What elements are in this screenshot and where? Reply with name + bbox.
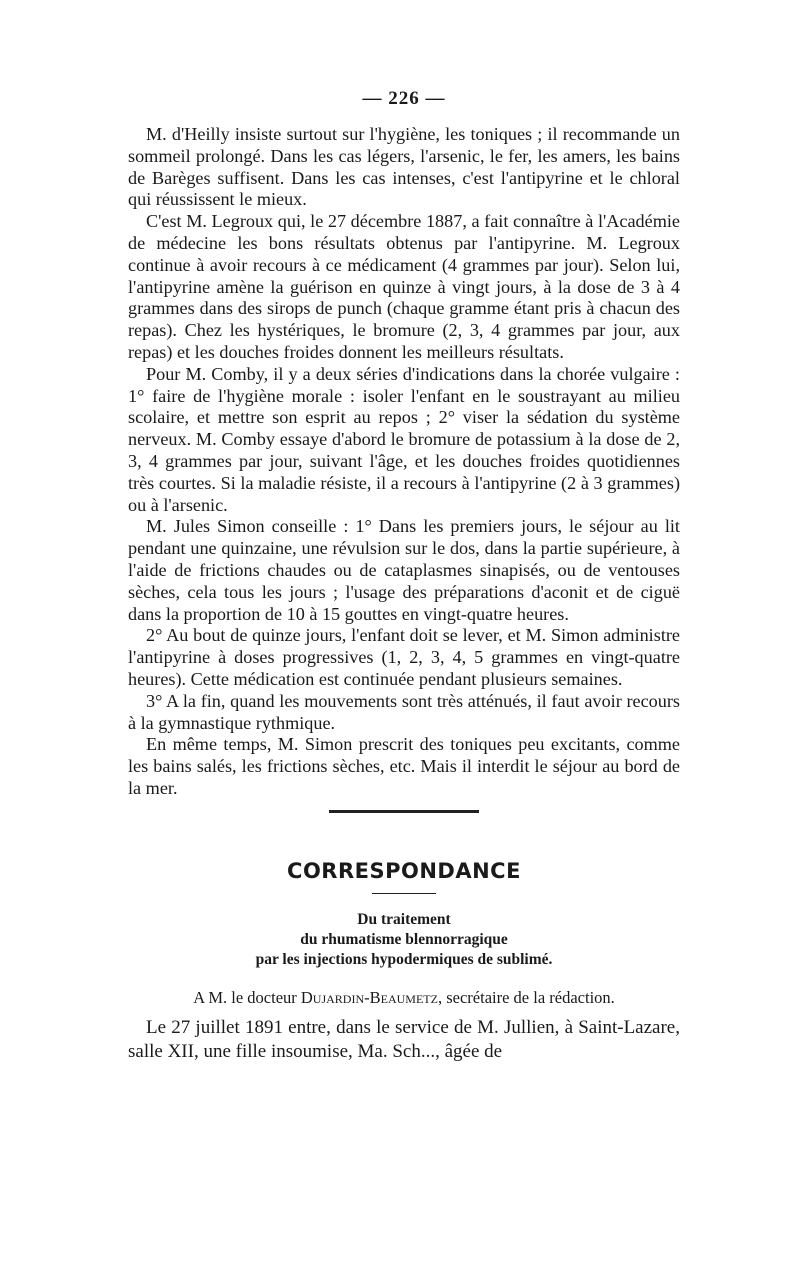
dedication-suffix: , secrétaire de la rédaction. (437, 987, 615, 1007)
paragraph-comby: Pour M. Comby, il y a deux séries d'indications dans la chorée vulgaire : 1° faire de l'hygiène morale : isoler l'enfant en le soustrayant au milieu scolaire, et mettre son esprit au repos ; 2° viser la sédation du système nerveux. M. Comby essaye d'abord le bromure de potassium à la dose de 2, 3, 4 grammes par jour, suivant l'âge, et les douches froides quotidiennes très courtes. Si la maladie résiste, il a recours à l'antipyrine (2 à 3 grammes) ou à l'arsenic. (128, 363, 680, 515)
paragraph-heilly: M. d'Heilly insiste surtout sur l'hygiène, les toniques ; il recommande un sommeil prolongé. Dans les cas légers, l'arsenic, le fer, les amers, les bains de Barèges suffisent. Dans les cas intenses, c'est l'antipyrine et le chloral qui réussissent le mieux. (128, 124, 680, 210)
paragraph-legroux: C'est M. Legroux qui, le 27 décembre 1887, a fait connaître à l'Académie de médecine les bons résultats obtenus par l'antipyrine. M. Legroux continue à avoir recours à ce médicament (4 grammes par jour). Selon lui, l'antipyrine amène la guérison en quinze à vingt jours, à la dose de 3 à 4 grammes dans des sirops de punch (chaque gramme étant pris à chacun des repas). Chez les hystériques, le bromure (2, 3, 4 grammes par jour, aux repas) et les douches froides donnent les meilleurs résultats. (128, 211, 680, 362)
letter-body: Le 27 juillet 1891 entre, dans le service de M. Jullien, à Saint-Lazare, salle XII, une fille insoumise, Ma. Sch..., âgée de (128, 1016, 680, 1062)
dedication-prefix: A M. le docteur (193, 987, 301, 1007)
paragraph-simon-2: 2° Au bout de quinze jours, l'enfant doit se lever, et M. Simon administre l'antipyrine à doses progressives (1, 2, 3, 4, 5 grammes en vingt-quatre heures). Cette médication est continuée pendant plusieurs semaines. (128, 625, 680, 689)
correspondance-heading: CORRESPONDANCE (287, 858, 521, 883)
dedication (128, 988, 680, 1008)
paragraph-simon-toniques: En même temps, M. Simon prescrit des toniques peu excitants, comme les bains salés, les frictions sèches, etc. Mais il interdit le séjour au bord de la mer. (128, 734, 680, 798)
article-title-line-2: du rhumatisme blennorragique (300, 930, 508, 948)
paragraph-simon-3: 3° A la fin, quand les mouvements sont très atténués, il faut avoir recours à la gymnastique rythmique. (128, 690, 680, 733)
heading-rule (372, 893, 436, 894)
section-separator (329, 810, 479, 813)
dedication-name: Dujardin-Beaumetz (300, 987, 438, 1007)
paragraph-simon-1: M. Jules Simon conseille : 1° Dans les premiers jours, le séjour au lit pendant une quinzaine, une révulsion sur le dos, dans la partie supérieure, à l'aide de frictions chaudes ou de cataplasmes sinapisés, ou de ventouses sèches, cela tous les jours ; l'usage des préparations d'aconit et de ciguë dans la proportion de 10 à 15 gouttes en vingt-quatre heures. (128, 516, 680, 624)
document-page (128, 88, 680, 1064)
article-title-line-1: Du traitement (357, 910, 451, 928)
article-title-line-3: par les injections hypodermiques de sublimé. (255, 950, 553, 968)
page-number: — 226 — (362, 88, 446, 109)
